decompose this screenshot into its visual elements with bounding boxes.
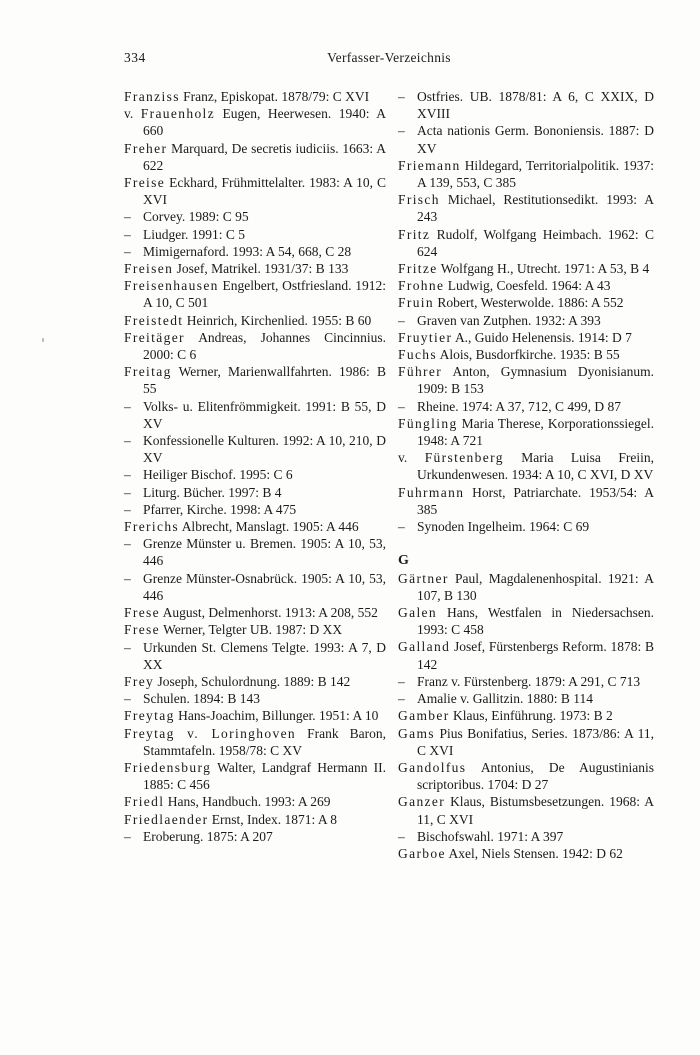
index-entry-continuation — [124, 208, 386, 225]
entry-text: Hans, Handbuch. 1993: A 269 — [167, 794, 331, 810]
entry-text: Maria Therese, Korporationssiegel. 1948: A 721 — [417, 415, 654, 449]
dash-marker: – — [398, 123, 405, 139]
entry-text: A., Guido Helenensis. 1914: D 7 — [454, 329, 632, 345]
index-entry — [398, 725, 654, 759]
author-name: Galland — [398, 639, 451, 655]
index-entry-continuation — [124, 226, 386, 243]
entry-text: Josef, Fürstenbergs Reform. 1878: B 142 — [417, 639, 654, 672]
entry-text: Eugen, Heerwesen. 1940: A 660 — [143, 106, 387, 139]
index-entry-continuation — [398, 828, 654, 845]
author-name: Freytag — [124, 708, 175, 724]
entry-text: Pius Bonifatius, Series. 1873/86: A 11, C XVI — [417, 725, 655, 758]
dash-marker: – — [124, 433, 131, 449]
author-name: Gandolfus — [398, 759, 467, 775]
running-title: Verfasser-Verzeichnis — [327, 50, 451, 65]
entry-text: Joseph, Schulordnung. 1889: B 142 — [157, 673, 351, 689]
index-entry — [124, 793, 386, 810]
index-entry — [398, 707, 654, 724]
entry-text: Volks- u. Elitenfrömmigkeit. 1991: B 55, D XV — [143, 398, 386, 431]
index-entry-continuation — [398, 398, 654, 415]
index-entry-continuation — [124, 570, 386, 604]
page-number: 334 — [124, 50, 146, 65]
index-entry-continuation — [124, 501, 386, 518]
index-entry — [398, 226, 654, 260]
dash-marker: – — [124, 570, 131, 586]
dash-marker: – — [124, 639, 131, 655]
entry-text: Anton, Gymnasium Dyonisianum. 1909: B 153 — [417, 364, 654, 397]
index-entry — [124, 759, 386, 793]
author-name: Friedlaender — [124, 811, 209, 827]
entry-text: Grenze Münster u. Bremen. 1905: A 10, 53, 446 — [143, 536, 386, 569]
entry-text: Amalie v. Gallitzin. 1880: B 114 — [417, 691, 593, 707]
index-entry — [398, 191, 654, 225]
entry-text: Rudolf, Wolfgang Heimbach. 1962: C 624 — [417, 226, 655, 259]
entry-text: Wolfgang H., Utrecht. 1971: A 53, B 4 — [440, 261, 650, 277]
index-entry — [124, 673, 386, 690]
index-entry-continuation — [124, 432, 386, 466]
dash-marker: – — [124, 828, 131, 844]
index-entry — [124, 329, 386, 363]
index-entry-continuation — [398, 312, 654, 329]
author-name: Friemann — [398, 157, 461, 173]
entry-text: Corvey. 1989: C 95 — [143, 209, 249, 225]
running-header — [124, 50, 654, 70]
index-entry-continuation — [124, 639, 386, 673]
index-entry — [398, 759, 654, 793]
entry-text: Schulen. 1894: B 143 — [143, 691, 260, 707]
entry-text: Rheine. 1974: A 37, 712, C 499, D 87 — [417, 398, 622, 414]
index-entry-continuation — [124, 484, 386, 501]
entry-text: Werner, Marienwallfahrten. 1986: B 55 — [143, 364, 386, 397]
author-name: Führer — [398, 364, 443, 380]
index-entry — [398, 604, 654, 638]
entry-text: Andreas, Johannes Cincinnius. 2000: C 6 — [143, 329, 386, 363]
index-entry-continuation — [124, 243, 386, 260]
index-entry-continuation — [398, 518, 654, 535]
index-entry — [398, 294, 654, 311]
author-name: Garboe — [398, 845, 446, 861]
author-name: Fuhrmann — [398, 484, 465, 500]
author-name: Frese — [124, 622, 160, 638]
author-name: Frisch — [398, 192, 440, 208]
index-entry — [398, 570, 654, 604]
author-name: Ganzer — [398, 794, 446, 810]
entry-text: Horst, Patriarchate. 1953/54: A 385 — [417, 484, 655, 517]
index-entry-continuation — [124, 398, 386, 432]
index-entry-continuation — [124, 690, 386, 707]
entry-text: Klaus, Einführung. 1973: B 2 — [452, 708, 613, 724]
author-name: Freistedt — [124, 312, 184, 328]
author-name: Friedl — [124, 794, 165, 810]
index-entry — [398, 157, 654, 191]
author-name: Frerichs — [124, 519, 180, 535]
entry-text: August, Delmenhorst. 1913: A 208, 552 — [162, 605, 378, 621]
dash-marker: – — [398, 519, 405, 535]
index-entry — [124, 260, 386, 277]
entry-text: Mimigernaford. 1993: A 54, 668, C 28 — [143, 243, 352, 259]
scan-artifact — [42, 338, 44, 342]
entry-text: Walter, Landgraf Hermann II. 1885: C 456 — [143, 759, 387, 793]
author-index — [124, 88, 654, 862]
entry-text: Franz, Episkopat. 1878/79: C XVI — [183, 89, 370, 104]
dash-marker: – — [398, 828, 405, 844]
index-entry — [124, 707, 386, 724]
author-name: Gamber — [398, 708, 450, 724]
entry-text: Heinrich, Kirchenlied. 1955: B 60 — [186, 312, 372, 328]
entry-text: Albrecht, Manslagt. 1905: A 446 — [181, 519, 359, 535]
entry-text: Franz v. Fürstenberg. 1879: A 291, C 713 — [417, 673, 641, 689]
author-name: Freitäger — [124, 329, 185, 345]
index-entry — [124, 312, 386, 329]
index-column-right — [398, 88, 654, 862]
entry-text: Engelbert, Ostfriesland. 1912: A 10, C 501 — [143, 278, 386, 311]
author-name: Friedensburg — [124, 759, 212, 775]
index-entry-continuation — [398, 673, 654, 690]
author-name: Freise — [124, 175, 166, 191]
index-entry — [398, 346, 654, 363]
entry-text: Konfessionelle Kulturen. 1992: A 10, 210, D XV — [143, 433, 386, 466]
author-name: Frauenholz — [140, 106, 215, 122]
dash-marker: – — [124, 536, 131, 552]
author-name: Frey — [124, 673, 155, 689]
author-name: Frohne — [398, 278, 445, 294]
entry-text: Klaus, Bistumsbesetzungen. 1968: A 11, C XVI — [417, 794, 654, 827]
index-entry — [124, 725, 386, 759]
entry-text: Hans, Westfalen in Niedersachsen. 1993: C 458 — [417, 605, 655, 638]
author-name: Freisen — [124, 261, 174, 277]
author-name: Füngling — [398, 415, 458, 431]
name-prefix: v. — [398, 450, 408, 466]
entry-text: Pfarrer, Kirche. 1998: A 475 — [143, 501, 297, 517]
index-entry — [124, 277, 386, 311]
entry-text: Hildegard, Territorialpolitik. 1937: A 139, 553, C 385 — [417, 157, 654, 191]
author-name: Fruytier — [398, 329, 453, 345]
index-entry-continuation — [398, 690, 654, 707]
entry-text: Eroberung. 1875: A 207 — [143, 828, 273, 844]
entry-text: Paul, Magdalenenhospital. 1921: A 107, B 130 — [417, 570, 655, 603]
author-name: Frese — [124, 605, 160, 621]
entry-text: Urkunden St. Clemens Telgte. 1993: A 7, D XX — [143, 639, 386, 672]
entry-text: Liudger. 1991: C 5 — [143, 226, 245, 242]
dash-marker: – — [124, 226, 131, 242]
index-entry — [124, 811, 386, 828]
index-entry — [398, 449, 654, 483]
index-entry — [124, 518, 386, 535]
index-entry — [398, 260, 654, 277]
index-entry — [124, 604, 386, 621]
entry-text: Antonius, De Augustinianis scriptoribus. 1704: D 27 — [417, 759, 654, 793]
entry-text: Acta nationis Germ. Bononiensis. 1887: D XV — [417, 123, 654, 156]
index-entry — [124, 621, 386, 638]
index-entry-continuation — [124, 466, 386, 483]
entry-text: Liturg. Bücher. 1997: B 4 — [143, 484, 282, 500]
author-name: Fruin — [398, 295, 435, 311]
entry-text: Axel, Niels Stensen. 1942: D 62 — [448, 845, 623, 861]
author-name: Fürstenberg — [424, 450, 504, 466]
dash-marker: – — [398, 312, 405, 328]
dash-marker: – — [398, 673, 405, 689]
entry-text: Hans-Joachim, Billunger. 1951: A 10 — [178, 708, 379, 724]
dash-marker: – — [398, 691, 405, 707]
dash-marker: – — [124, 501, 131, 517]
entry-text: Alois, Busdorfkirche. 1935: B 55 — [439, 347, 620, 363]
author-name: Galen — [398, 605, 437, 621]
author-name: Gams — [398, 725, 435, 741]
index-entry-continuation — [398, 122, 654, 156]
index-entry — [124, 363, 386, 397]
entry-text: Michael, Restitutionsedikt. 1993: A 243 — [417, 192, 654, 225]
dash-marker: – — [398, 398, 405, 414]
entry-text: Ludwig, Coesfeld. 1964: A 43 — [447, 278, 611, 294]
index-entry — [398, 277, 654, 294]
index-entry — [124, 140, 386, 174]
dash-marker: – — [124, 209, 131, 225]
index-column-left — [124, 88, 386, 862]
entry-text: Ernst, Index. 1871: A 8 — [211, 811, 338, 827]
dash-marker: – — [398, 89, 405, 104]
entry-text: Heiliger Bischof. 1995: C 6 — [143, 467, 293, 483]
entry-text: Graven van Zutphen. 1932: A 393 — [417, 312, 601, 328]
author-name: Franziss — [124, 89, 180, 104]
index-entry-continuation — [398, 88, 654, 122]
index-entry — [398, 329, 654, 346]
dash-marker: – — [124, 398, 131, 414]
author-name: Freisenhausen — [124, 278, 219, 294]
author-name: Freitag — [124, 364, 172, 380]
index-entry — [398, 793, 654, 827]
author-name: Freytag v. Loringhoven — [124, 725, 297, 741]
author-name: Freher — [124, 140, 168, 156]
entry-text: Eckhard, Frühmittelalter. 1983: A 10, C XVI — [143, 175, 386, 208]
index-entry — [398, 484, 654, 518]
author-name: Fritze — [398, 261, 438, 277]
entry-text: Josef, Matrikel. 1931/37: B 133 — [176, 261, 349, 277]
name-prefix: v. — [124, 106, 134, 122]
entry-text: Ostfries. UB. 1878/81: A 6, C XXIX, D XVIII — [417, 89, 654, 122]
dash-marker: – — [124, 467, 131, 483]
index-entry — [398, 845, 654, 862]
entry-text: Frank Baron, Stammtafeln. 1958/78: C XV — [143, 725, 387, 758]
entry-text: Werner, Telgter UB. 1987: D XX — [163, 622, 343, 638]
entry-text: Marquard, De secretis iudiciis. 1663: A 622 — [143, 140, 386, 173]
index-entry-continuation — [124, 828, 386, 845]
entry-text: Maria Luisa Freiin, Urkundenwesen. 1934: A 10, C XVI, D XV — [417, 450, 654, 483]
index-entry-continuation — [124, 535, 386, 569]
dash-marker: – — [124, 484, 131, 500]
entry-text: Robert, Westerwolde. 1886: A 552 — [437, 295, 624, 311]
entry-text: Grenze Münster-Osnabrück. 1905: A 10, 53, 446 — [143, 570, 386, 603]
author-name: Fritz — [398, 226, 431, 242]
index-entry — [124, 174, 386, 208]
entry-text: Bischofswahl. 1971: A 397 — [417, 828, 564, 844]
index-entry — [124, 88, 386, 105]
dash-marker: – — [124, 691, 131, 707]
index-entry — [398, 363, 654, 397]
author-name: Gärtner — [398, 570, 449, 586]
index-entry — [124, 105, 386, 139]
index-entry — [398, 638, 654, 672]
index-entry — [398, 415, 654, 449]
entry-text: Synoden Ingelheim. 1964: C 69 — [417, 519, 590, 535]
section-letter: G — [398, 553, 409, 569]
author-name: Fuchs — [398, 347, 438, 363]
dash-marker: – — [124, 243, 131, 259]
